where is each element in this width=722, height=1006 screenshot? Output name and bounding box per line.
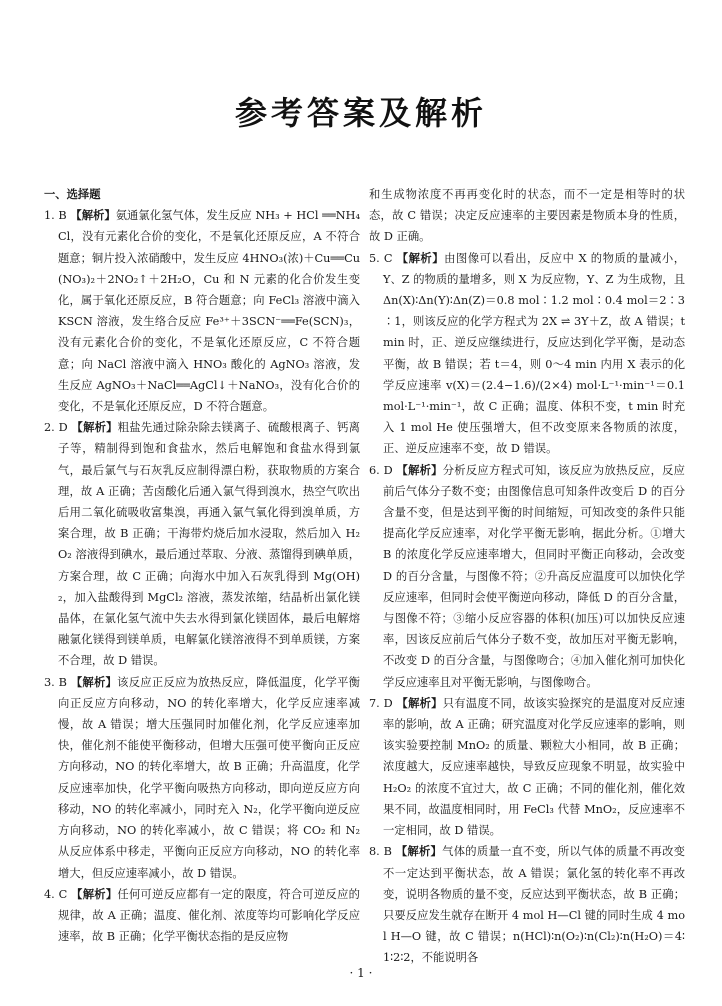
analysis-tag: 【解析】 [395,845,443,859]
answer-number: 8. B [369,845,392,859]
answer-text: 气体的质量一直不变，所以气体的质量不再改变不一定达到平衡状态，故 A 错误；氯化氢的转化率不再改变，说明各物质的量不变，反应达到平衡状态，故 B 正确；只要反应发生就存在断开 4 mol H—Cl 键的同时生成 4 mol H—O 键，故 C 错误；n(HCl)∶n(O₂)∶n(Cl₂)∶n(H₂O)＝4∶1∶2∶2，不能说明各 [383,845,685,965]
analysis-tag: 【解析】 [71,421,118,435]
answer-text: 氨通氯化氢气体，发生反应 NH₃ + HCl ══NH₄Cl，没有元素化合价的变化，不是氧化还原反应，A 不符合题意；铜片投入浓硝酸中，发生反应 4HNO₃(浓)＋Cu══Cu(NO₃)₂＋2NO₂↑＋2H₂O，Cu 和 N 元素的化合价发生变化，属于氧化还原反应，B 符合题意；向 FeCl₃ 溶液中滴入 KSCN 溶液，发生络合反应 Fe³⁺＋3SCN⁻══Fe(SCN)₃，没有元素化合价的变化，不是氧化还原反应，C 不符合题意；向 NaCl 溶液中滴入 HNO₃ 酸化的 AgNO₃ 溶液，发生反应 AgNO₃＋NaCl══AgCl↓＋NaNO₃，没有化合价的变化，不是氧化还原反应，D 不符合题意。 [58,209,361,414]
answer-number: 3. B [44,675,67,689]
answer-item-8 [369,841,685,968]
analysis-tag: 【解析】 [396,463,443,477]
answer-item-6 [369,460,685,693]
answer-text: 该反应正反应为放热反应，降低温度，化学平衡向正反应方向移动，NO 的转化率增大，化学反应速率减慢，故 A 错误；增大压强同时加催化剂，化学反应速率加快，催化剂不能使平衡移动，但增大压强可使平衡向正反应方向移动，NO 的转化率增大，故 B 正确；升高温度，化学反应速率加快，化学平衡向吸热方向移动，即向逆反应方向移动，NO 的转化率减小，同时充入 N₂，化学平衡向逆反应方向移动，NO 的转化率减小，故 C 错误；将 CO₂ 和 N₂ 从反应体系中移走，平衡向正反应方向移动，NO 的转化率增大，但反应速率减小，故 D 错误。 [58,675,360,880]
answer-text: 分析反应方程式可知，该反应为放热反应，反应前后气体分子数不变；由图像信息可知条件改变后 D 的百分含量不变，但是达到平衡的时间缩短，可知改变的条件只能提高化学反应速率，对化学平衡无影响，据此分析。①增大 B 的浓度化学反应速率增大，但同时平衡正向移动，会改变 D 的百分含量，与图像不符；②升高反应温度可以加快化学反应速率，但同时会使平衡逆向移动，降低 D 的百分含量，与图像不符；③缩小反应容器的体积(加压)可以加快反应速率，因该反应前后气体分子数不变，故加压对平衡无影响，不改变 D 的百分含量，与图像吻合；④加入催化剂可加快化学反应速率且对平衡无影响，与图像吻合。 [383,463,685,689]
right-column [369,184,685,969]
answer-text: 由图像可以看出，反应中 X 的物质的量减小，Y、Z 的物质的量增多，则 X 为反应物，Y、Z 为生成物，且 Δn(X)∶Δn(Y)∶Δn(Z)＝0.8 mol∶1.2 mol∶0.4 mol＝2∶3∶1，则该反应的化学方程式为 2X ⇌ 3Y＋Z，故 A 错误；t min 时，正、逆反应继续进行，反应达到化学平衡，是动态平衡，故 B 错误；若 t＝4，则 0～4 min 内用 X 表示的化学反应速率 v(X)＝(2.4−1.6)/(2×4) mol·L⁻¹·min⁻¹＝0.1 mol·L⁻¹·min⁻¹，故 C 正确；温度、体积不变，t min 时充入 1 mol He 使压强增大，但不改变原来各物质的浓度，正、逆反应速率不变，故 D 错误。 [383,251,686,456]
analysis-tag: 【解析】 [70,209,116,223]
answer-text: 只有温度不同，故该实验探究的是温度对反应速率的影响，故 A 正确；研究温度对化学反应速率的影响，则该实验要控制 MnO₂ 的质量、颗粒大小相同，故 B 正确；浓度越大，反应速率越快，导致反应现象不明显，故实验中 H₂O₂ 的浓度不宜过大，故 C 正确；不同的催化剂，催化效果不同，故温度相同时，用 FeCl₃ 代替 MnO₂，反应速率不一定相同，故 D 错误。 [383,696,685,838]
answer-text: 粗盐先通过除杂除去镁离子、硫酸根离子、钙离子等，精制得到饱和食盐水，然后电解饱和食盐水得到氯气，最后氯气与石灰乳反应制得漂白粉，获取物质的方案合理，故 A 正确；苦卤酸化后通入氯气得到溴水，热空气吹出后用二氧化硫吸收富集溴，再通入氯气氧化得到溴单质，方案合理，故 B 正确；干海带灼烧后加水浸取，然后加入 H₂O₂ 溶液得到碘水，最后通过萃取、分液、蒸馏得到碘单质，方案合理，故 C 正确；向海水中加入石灰乳得到 Mg(OH)₂，加入盐酸得到 MgCl₂ 溶液，蒸发浓缩，结晶析出氯化镁晶体，在氯化氢气流中失去水得到氯化镁固体，最后电解熔融氯化镁得到镁单质，电解氯化镁溶液得不到单质镁，方案不合理，故 D 错误。 [58,421,360,668]
continued-text: 和生成物浓度不再再变化时的状态，而不一定是相等时的状态，故 C 错误；决定反应速率的主要因素是物质本身的性质，故 D 正确。 [369,188,685,244]
answer-number: 6. D [369,463,393,477]
page-number: · 1 · [349,966,373,980]
page-title: 参考答案及解析 [234,94,487,132]
answer-item-1 [44,205,360,417]
answer-item-5 [369,248,685,460]
analysis-tag: 【解析】 [70,675,118,689]
answer-item-3 [44,672,360,884]
answer-item-4 [44,884,360,948]
section-heading: 一、选择题 [44,188,101,201]
answer-item-2 [44,417,360,671]
left-column [44,184,360,947]
answer-number: 7. D [369,696,393,710]
answer-number: 5. C [369,251,393,265]
answer-item-7 [369,693,685,841]
answer-text: 任何可逆反应都有一定的限度，符合可逆反应的规律，故 A 正确；温度、催化剂、浓度等均可影响化学反应速率，故 B 正确；化学平衡状态指的是反应物 [58,887,360,944]
answer-number: 1. B [44,209,67,223]
answer-number: 2. D [44,421,68,435]
analysis-tag: 【解析】 [396,251,445,265]
analysis-tag: 【解析】 [71,887,118,901]
analysis-tag: 【解析】 [396,696,443,710]
answer-number: 4. C [44,887,68,901]
